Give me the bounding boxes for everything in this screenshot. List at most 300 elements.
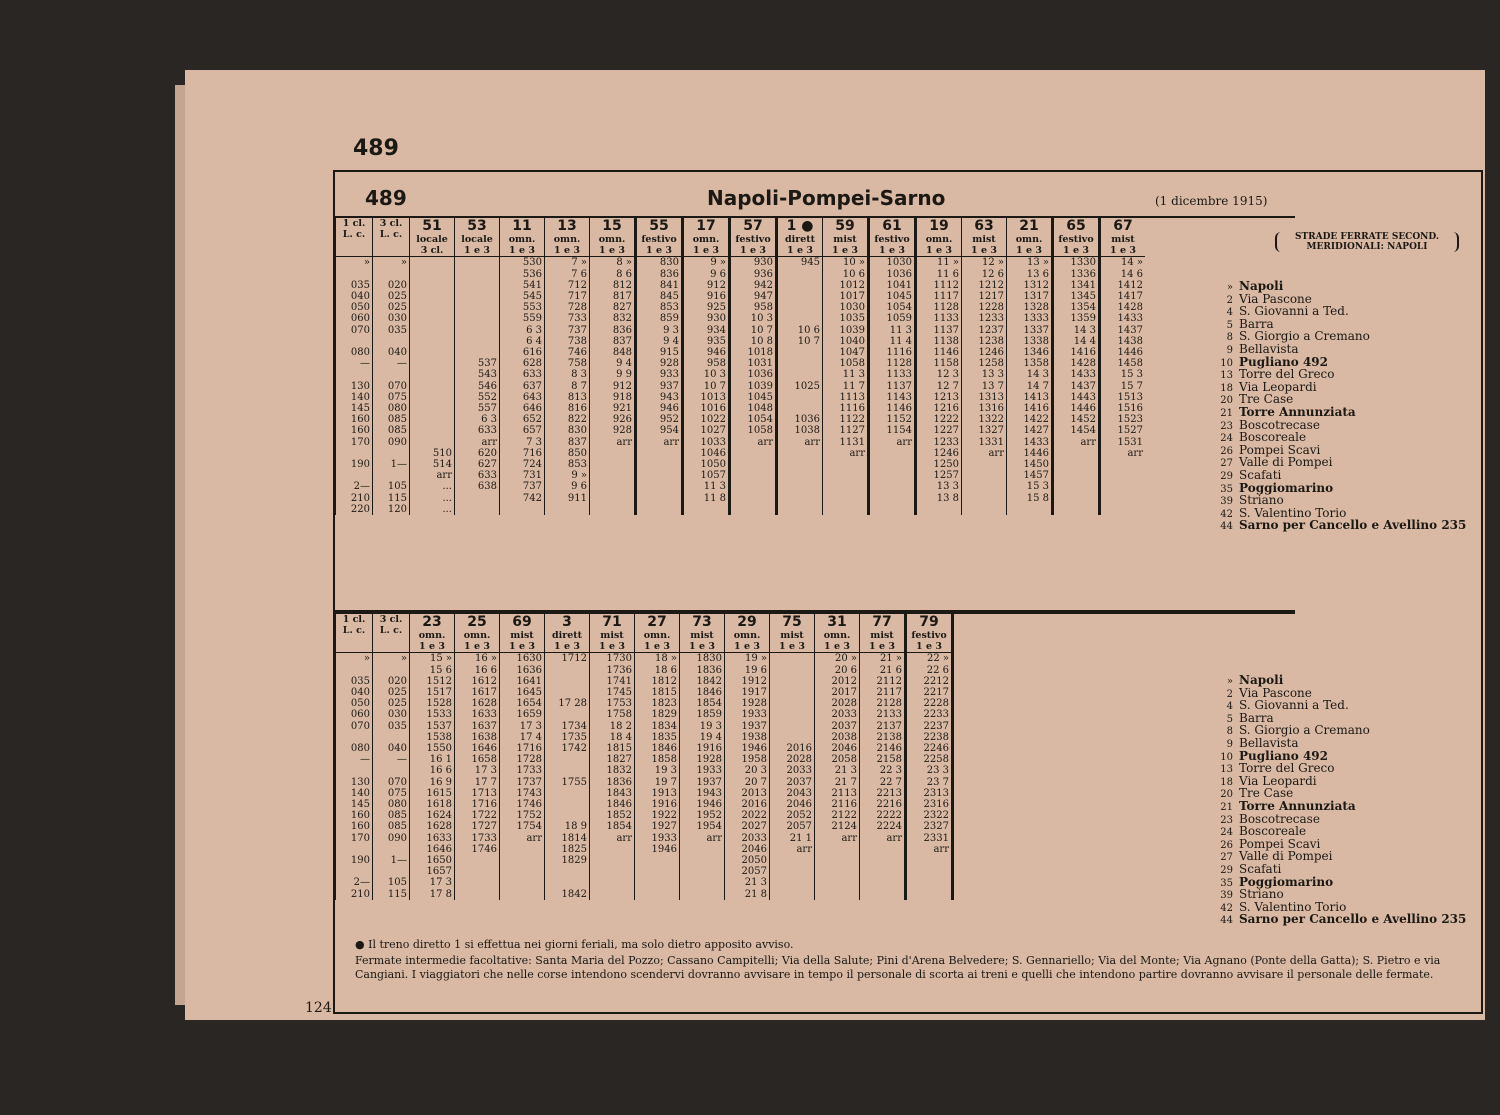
time-cell: 1946 (725, 743, 770, 754)
time-cell: 1928 (680, 754, 725, 765)
station-name: Bellavista (1239, 341, 1299, 356)
time-cell (777, 403, 823, 414)
price-1cl: 140 (336, 392, 373, 403)
station-km: » (1226, 282, 1233, 293)
time-cell: 11 3 (823, 369, 869, 380)
time-cell: 746 (545, 347, 590, 358)
time-cell (860, 855, 906, 866)
train-kind: omn. (463, 630, 491, 641)
time-cell: 731 (500, 470, 545, 481)
time-cell (777, 493, 823, 504)
time-cell (815, 855, 860, 866)
time-cell: 1054 (730, 414, 777, 425)
time-cell (962, 481, 1007, 492)
time-cell: 1624 (410, 810, 455, 821)
time-cell: 1528 (410, 698, 455, 709)
price-3cl: 075 (373, 392, 410, 403)
time-cell: 21 6 (860, 665, 906, 676)
time-cell: 1814 (545, 833, 590, 844)
time-cell: 1416 (1007, 403, 1053, 414)
train-header (730, 218, 777, 257)
time-cell: 1322 (962, 414, 1007, 425)
station-row (1195, 444, 1481, 457)
time-cell: 1328 (1007, 302, 1053, 313)
station-name: Pompei Scavi (1239, 836, 1321, 851)
station-name: Bellavista (1239, 735, 1299, 750)
train-header (635, 614, 680, 653)
station-name: S. Giovanni a Ted. (1239, 698, 1349, 713)
time-cell: 7 » (545, 257, 590, 269)
time-cell: 1954 (680, 821, 725, 832)
station-km: 27 (1220, 458, 1233, 470)
time-cell: 20 6 (815, 665, 860, 676)
table-row (336, 732, 953, 743)
price-3cl: 035 (373, 721, 410, 732)
time-cell: 10 7 (777, 336, 823, 347)
time-cell (455, 280, 500, 291)
train-kind: omn. (508, 234, 536, 245)
train-number: 13 (557, 218, 577, 234)
time-cell: 17 3 (410, 877, 455, 888)
station-name: Via Pascone (1239, 685, 1312, 700)
time-cell: 545 (500, 291, 545, 302)
time-cell: 943 (636, 392, 683, 403)
price-3cl (373, 765, 410, 776)
time-cell: 2222 (860, 810, 906, 821)
price-3cl: 085 (373, 810, 410, 821)
time-cell: 733 (545, 313, 590, 324)
bottom-timetable (335, 612, 1295, 900)
time-cell: 14 » (1100, 257, 1146, 269)
time-cell: 557 (455, 403, 500, 414)
station-name: Scafati (1239, 861, 1282, 876)
train-header (869, 218, 916, 257)
time-cell: 912 (590, 381, 636, 392)
train-kind: mist (870, 630, 894, 641)
price-3cl: 085 (373, 821, 410, 832)
time-cell: 1846 (680, 687, 725, 698)
price-1cl: 160 (336, 425, 373, 436)
time-cell: 15 6 (410, 665, 455, 676)
train-number: 15 (602, 218, 622, 234)
time-cell (860, 889, 906, 900)
price-1cl (336, 765, 373, 776)
time-cell: 1446 (1007, 448, 1053, 459)
station-row (1195, 456, 1481, 469)
time-cell: 8 6 (590, 269, 636, 280)
time-cell (455, 269, 500, 280)
time-cell: 2057 (770, 821, 815, 832)
time-cell (635, 855, 680, 866)
price-1cl (336, 665, 373, 676)
time-cell: 19 4 (680, 732, 725, 743)
train-number: 57 (743, 218, 763, 234)
station-row (1195, 724, 1481, 737)
price-1cl: 130 (336, 777, 373, 788)
time-cell: 1146 (916, 347, 962, 358)
time-cell (869, 448, 916, 459)
time-cell (455, 493, 500, 504)
table-row (336, 810, 953, 821)
time-cell: 1843 (590, 788, 635, 799)
table-row (336, 889, 953, 900)
time-cell (777, 392, 823, 403)
time-cell: arr (962, 448, 1007, 459)
station-name: S. Valentino Torio (1239, 505, 1347, 520)
table-row (336, 844, 953, 855)
price-3cl: 085 (373, 425, 410, 436)
time-cell: 1058 (823, 358, 869, 369)
time-cell: arr (636, 437, 683, 448)
train-class: 1 e 3 (879, 245, 905, 257)
time-cell: 1035 (823, 313, 869, 324)
station-km: 13 (1220, 370, 1233, 382)
time-cell: 10 6 (777, 325, 823, 336)
station-km: 2 (1226, 688, 1233, 700)
price-1cl: 070 (336, 325, 373, 336)
time-cell: arr (1100, 448, 1146, 459)
station-row (1195, 850, 1481, 863)
train-class: 1 e 3 (916, 641, 942, 653)
time-cell: 1358 (1007, 358, 1053, 369)
note-direct-train: ● Il treno diretto 1 si effettua nei giorni feriali, ma solo dietro apposito avviso. (355, 938, 794, 951)
train-number: 69 (512, 614, 532, 630)
time-cell: 11 » (916, 257, 962, 269)
price-1cl: 2— (336, 481, 373, 492)
station-km: 4 (1226, 307, 1233, 319)
time-cell: 1641 (500, 676, 545, 687)
time-cell (635, 866, 680, 877)
time-cell: 1537 (410, 721, 455, 732)
time-cell (410, 369, 455, 380)
time-cell: 1257 (916, 470, 962, 481)
time-cell: 1045 (730, 392, 777, 403)
time-cell: 1628 (455, 698, 500, 709)
station-name: Boscoreale (1239, 430, 1307, 445)
train-class: 1 e 3 (599, 641, 625, 653)
time-cell (455, 504, 500, 515)
time-cell: 1927 (635, 821, 680, 832)
train-class: 1 e 3 (509, 641, 535, 653)
time-cell: 2246 (906, 743, 953, 754)
train-kind: omn. (1015, 234, 1043, 245)
time-cell: 1412 (1100, 280, 1146, 291)
time-cell: 1450 (1007, 459, 1053, 470)
time-cell: 1713 (455, 788, 500, 799)
time-cell: arr (823, 448, 869, 459)
train-number: 75 (782, 614, 802, 630)
time-cell: 2050 (725, 855, 770, 866)
time-cell (455, 336, 500, 347)
time-cell: 1427 (1007, 425, 1053, 436)
station-row (1195, 305, 1481, 318)
time-cell: ... (410, 504, 455, 515)
time-cell: 928 (636, 358, 683, 369)
train-number: 1 ● (786, 218, 814, 234)
train-number: 17 (696, 218, 716, 234)
train-number: 11 (512, 218, 532, 234)
time-cell (777, 369, 823, 380)
price-3cl: 030 (373, 313, 410, 324)
station-name: S. Giorgio a Cremano (1239, 329, 1370, 344)
time-cell: 537 (455, 358, 500, 369)
train-kind: mist (780, 630, 804, 641)
time-cell (410, 302, 455, 313)
train-class: 1 e 3 (419, 641, 445, 653)
table-row (336, 336, 1146, 347)
time-cell: 1359 (1053, 313, 1100, 324)
time-cell: 10 » (823, 257, 869, 269)
station-name: Boscotrecase (1239, 417, 1320, 432)
time-cell: 17 28 (545, 698, 590, 709)
time-cell: 1246 (916, 448, 962, 459)
time-cell: 2058 (815, 754, 860, 765)
time-cell (500, 889, 545, 900)
time-cell: 6 4 (500, 336, 545, 347)
time-cell: 1041 (869, 280, 916, 291)
train-header (410, 218, 455, 257)
time-cell: 1523 (1100, 414, 1146, 425)
price-3cl (373, 336, 410, 347)
table-row (336, 403, 1146, 414)
time-cell (860, 866, 906, 877)
time-cell: 21 7 (815, 777, 860, 788)
price-1cl: 035 (336, 280, 373, 291)
time-cell: 1516 (1100, 403, 1146, 414)
train-number: 77 (872, 614, 892, 630)
time-cell: 17 8 (410, 889, 455, 900)
train-header (1100, 218, 1146, 257)
time-cell: 930 (683, 313, 730, 324)
station-name: Napoli (1239, 673, 1284, 687)
time-cell: 1533 (410, 709, 455, 720)
time-cell (962, 504, 1007, 515)
time-cell (815, 866, 860, 877)
train-number: 3 (562, 614, 572, 630)
station-km: 9 (1226, 738, 1233, 750)
time-cell: 21 8 (725, 889, 770, 900)
time-cell (455, 291, 500, 302)
table-row (336, 799, 953, 810)
time-cell (770, 855, 815, 866)
table-row (336, 481, 1146, 492)
price-3cl: 030 (373, 709, 410, 720)
time-cell: 652 (500, 414, 545, 425)
time-cell: 2124 (815, 821, 860, 832)
time-cell: 1753 (590, 698, 635, 709)
station-name: Striano (1239, 493, 1284, 508)
time-cell (1053, 470, 1100, 481)
price-3cl (373, 665, 410, 676)
time-cell (1100, 493, 1146, 504)
time-cell: 18 2 (590, 721, 635, 732)
time-cell (962, 470, 1007, 481)
station-name: Sarno per Cancello e Avellino 235 (1239, 912, 1467, 927)
time-cell (777, 358, 823, 369)
time-cell: 813 (545, 392, 590, 403)
time-cell: 1736 (590, 665, 635, 676)
time-cell: 2016 (770, 743, 815, 754)
price-1cl: » (336, 653, 373, 665)
timetable-page (185, 70, 1485, 1020)
train-class: 1 e 3 (693, 245, 719, 257)
time-cell: 1013 (683, 392, 730, 403)
price-1cl: 170 (336, 437, 373, 448)
time-cell (455, 347, 500, 358)
station-km: 26 (1220, 839, 1233, 851)
train-number: 19 (929, 218, 949, 234)
top-train-table (335, 218, 1145, 515)
time-cell: 1657 (410, 866, 455, 877)
price-1cl-header: 1 cl. L. c. (336, 614, 373, 653)
time-cell: 18 6 (635, 665, 680, 676)
time-cell: 646 (500, 403, 545, 414)
time-cell (777, 280, 823, 291)
time-cell: 1437 (1100, 325, 1146, 336)
time-cell: 1854 (590, 821, 635, 832)
time-cell (590, 866, 635, 877)
time-cell: 1457 (1007, 470, 1053, 481)
station-row (1195, 913, 1481, 926)
time-cell: 958 (683, 358, 730, 369)
time-cell: 18 9 (545, 821, 590, 832)
train-class: 1 e 3 (1016, 245, 1042, 257)
time-cell (770, 732, 815, 743)
station-km: 39 (1220, 496, 1233, 508)
station-name: Scafati (1239, 467, 1282, 482)
time-cell: 1057 (683, 470, 730, 481)
time-cell: 16 9 (410, 777, 455, 788)
time-cell: 2116 (815, 799, 860, 810)
time-cell: 2146 (860, 743, 906, 754)
time-cell (1007, 504, 1053, 515)
time-cell: 1733 (500, 765, 545, 776)
time-cell: arr (730, 437, 777, 448)
price-3cl (373, 269, 410, 280)
table-row (336, 414, 1146, 425)
timetable-frame (333, 170, 1483, 1014)
page-number: 489 (353, 136, 399, 161)
time-cell (410, 257, 455, 269)
train-kind: dirett (784, 234, 816, 245)
time-cell (410, 336, 455, 347)
time-cell: 22 3 (860, 765, 906, 776)
train-kind: mist (510, 630, 534, 641)
station-row (1195, 750, 1481, 763)
time-cell: 2046 (815, 743, 860, 754)
station-name: Via Pascone (1239, 291, 1312, 306)
price-3cl: » (373, 257, 410, 269)
table-row (336, 833, 953, 844)
time-cell (906, 866, 953, 877)
station-km: 13 (1220, 764, 1233, 776)
train-class: 1 e 3 (971, 245, 997, 257)
time-cell: 2027 (725, 821, 770, 832)
time-cell: 1316 (962, 403, 1007, 414)
time-cell: 1428 (1053, 358, 1100, 369)
price-3cl: 025 (373, 302, 410, 313)
time-cell: 1737 (500, 777, 545, 788)
train-kind: omn. (823, 630, 851, 641)
time-cell: 1658 (455, 754, 500, 765)
time-cell: 2037 (770, 777, 815, 788)
time-cell: 2033 (815, 709, 860, 720)
station-name: S. Valentino Torio (1239, 899, 1347, 914)
time-cell: 1213 (916, 392, 962, 403)
time-cell: 1916 (635, 799, 680, 810)
station-km: 8 (1226, 726, 1233, 738)
time-cell: 1138 (916, 336, 962, 347)
time-cell: 1618 (410, 799, 455, 810)
price-3cl: 070 (373, 777, 410, 788)
time-cell (730, 493, 777, 504)
station-row (1195, 699, 1481, 712)
price-1cl: 080 (336, 347, 373, 358)
time-cell (730, 504, 777, 515)
time-cell: 1428 (1100, 302, 1146, 313)
time-cell: 2022 (725, 810, 770, 821)
time-cell (1053, 504, 1100, 515)
station-name: Torre Annunziata (1239, 404, 1356, 419)
train-kind: festivo (874, 234, 910, 245)
time-cell (680, 877, 725, 888)
time-cell: 14 7 (1007, 381, 1053, 392)
train-number: 73 (692, 614, 712, 630)
station-name: Torre del Greco (1239, 367, 1335, 382)
station-row (1195, 888, 1481, 901)
time-cell: 536 (500, 269, 545, 280)
table-row (336, 280, 1146, 291)
time-cell (777, 269, 823, 280)
train-kind: mist (1111, 234, 1135, 245)
time-cell (590, 448, 636, 459)
time-cell: 1027 (683, 425, 730, 436)
station-name: Valle di Pompei (1239, 849, 1333, 864)
time-cell: 1933 (635, 833, 680, 844)
train-kind: festivo (641, 234, 677, 245)
train-header (545, 614, 590, 653)
time-cell (455, 889, 500, 900)
station-name: Pugliano 492 (1239, 748, 1328, 763)
time-cell (545, 687, 590, 698)
station-name: Poggiomarino (1239, 480, 1334, 495)
time-cell: 1735 (545, 732, 590, 743)
time-cell: 14 3 (1007, 369, 1053, 380)
train-kind: omn. (733, 630, 761, 641)
price-1cl (336, 336, 373, 347)
price-1cl-header: 1 cl. L. c. (336, 218, 373, 257)
station-row (1195, 813, 1481, 826)
price-1cl (336, 369, 373, 380)
time-cell (869, 481, 916, 492)
train-header (962, 218, 1007, 257)
time-cell: 11 3 (869, 325, 916, 336)
time-cell: 23 3 (906, 765, 953, 776)
station-km: 26 (1220, 445, 1233, 457)
time-cell: 845 (636, 291, 683, 302)
time-cell (636, 459, 683, 470)
station-row (1195, 330, 1481, 343)
time-cell: 1646 (410, 844, 455, 855)
time-cell: 1917 (725, 687, 770, 698)
time-cell (770, 653, 815, 665)
time-cell: 633 (455, 425, 500, 436)
time-cell: 1433 (1007, 437, 1053, 448)
price-1cl (336, 448, 373, 459)
time-cell (869, 504, 916, 515)
price-1cl: 170 (336, 833, 373, 844)
time-cell: 817 (590, 291, 636, 302)
